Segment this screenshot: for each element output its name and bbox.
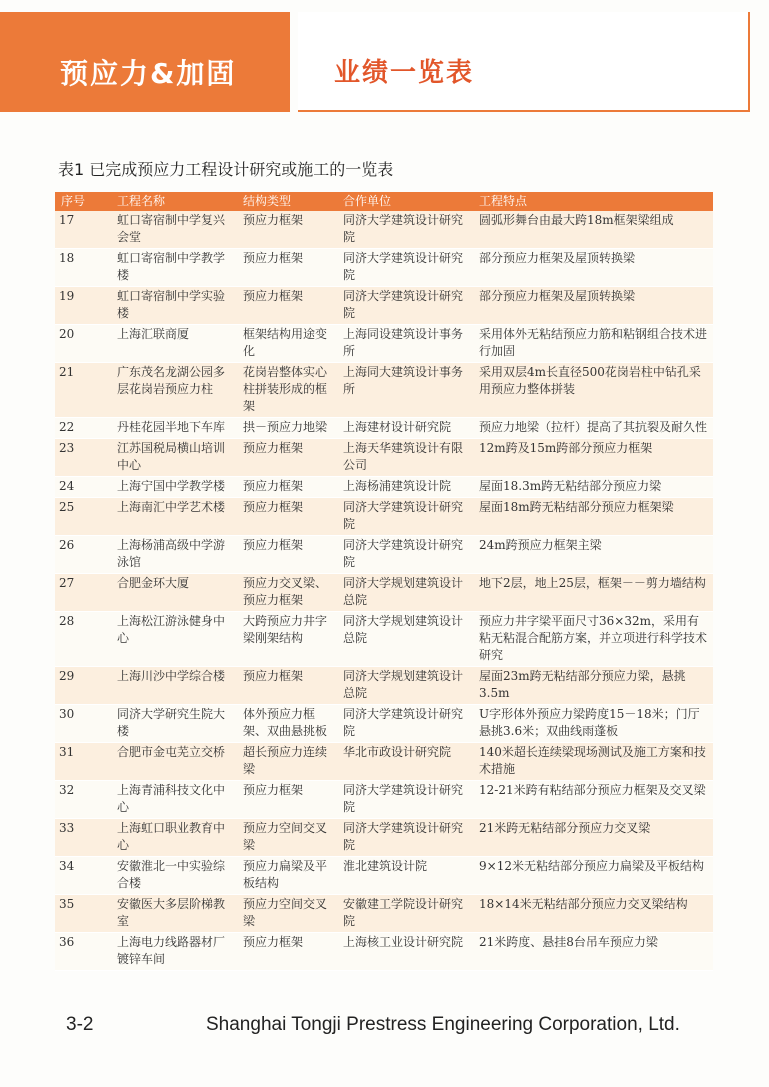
row-number-cell: 30 bbox=[59, 707, 75, 721]
structure-type-cell: 预应力框架 bbox=[243, 783, 304, 797]
project-features-cell: 预应力地梁（拉杆）提高了其抗裂及耐久性 bbox=[479, 420, 708, 434]
structure-type-cell: 预应力框架 bbox=[243, 479, 304, 493]
project-features-cell: U字形体外预应力梁跨度15－18米；门厅悬挑3.6米；双曲线雨蓬板 bbox=[479, 707, 700, 738]
page-number: 3-2 bbox=[66, 1014, 94, 1035]
row-number-cell: 33 bbox=[59, 821, 75, 835]
row-number-cell: 29 bbox=[59, 669, 75, 683]
structure-type-cell: 超长预应力连续梁 bbox=[243, 745, 328, 776]
row-number-cell: 31 bbox=[59, 745, 75, 759]
partner-unit-cell: 同济大学建筑设计研究院 bbox=[343, 251, 464, 282]
table-row bbox=[55, 287, 713, 325]
col-header-no: 序号 bbox=[55, 192, 113, 211]
project-features-cell: 采用双层4m长直径500花岗岩柱中钻孔采用预应力整体拼装 bbox=[479, 365, 701, 396]
table-row bbox=[55, 477, 713, 498]
table-row bbox=[55, 743, 713, 781]
row-number-cell: 18 bbox=[59, 251, 75, 265]
project-features-cell: 9×12米无粘结部分预应力扁梁及平板结构 bbox=[479, 859, 704, 873]
row-number-cell: 25 bbox=[59, 500, 75, 514]
row-number-cell: 34 bbox=[59, 859, 75, 873]
project-name-cell: 安徽医大多层阶梯教室 bbox=[117, 897, 226, 928]
table-row bbox=[55, 933, 713, 971]
achievements-table bbox=[55, 192, 713, 971]
table-row bbox=[55, 667, 713, 705]
project-features-cell: 21米跨无粘结部分预应力交叉梁 bbox=[479, 821, 651, 835]
structure-type-cell: 体外预应力框架、双曲悬挑板 bbox=[243, 707, 328, 738]
col-header-features: 工程特点 bbox=[475, 192, 713, 211]
partner-unit-cell: 同济大学建筑设计研究院 bbox=[343, 538, 464, 569]
row-number-cell: 21 bbox=[59, 365, 75, 379]
structure-type-cell: 预应力空间交叉梁 bbox=[243, 821, 328, 852]
row-number-cell: 27 bbox=[59, 576, 75, 590]
project-name-cell: 广东茂名龙湖公园多层花岗岩预应力柱 bbox=[117, 365, 226, 396]
row-number-cell: 28 bbox=[59, 614, 75, 628]
col-header-partner: 合作单位 bbox=[339, 192, 475, 211]
table-row bbox=[55, 498, 713, 536]
table-row bbox=[55, 857, 713, 895]
project-name-cell: 合肥金环大厦 bbox=[117, 576, 190, 590]
col-header-type: 结构类型 bbox=[239, 192, 339, 211]
partner-unit-cell: 上海核工业设计研究院 bbox=[343, 935, 464, 949]
project-name-cell: 合肥市金屯芜立交桥 bbox=[117, 745, 226, 759]
section-title: 预应力&加固 bbox=[60, 57, 237, 90]
structure-type-cell: 预应力框架 bbox=[243, 213, 304, 227]
row-number-cell: 20 bbox=[59, 327, 75, 341]
structure-type-cell: 预应力框架 bbox=[243, 538, 304, 552]
row-number-cell: 19 bbox=[59, 289, 75, 303]
project-name-cell: 上海青浦科技文化中心 bbox=[117, 783, 226, 814]
structure-type-cell: 预应力框架 bbox=[243, 500, 304, 514]
partner-unit-cell: 同济大学规划建筑设计总院 bbox=[343, 576, 464, 607]
table-row bbox=[55, 612, 713, 667]
project-name-cell: 虹口寄宿制中学教学楼 bbox=[117, 251, 226, 282]
row-number-cell: 32 bbox=[59, 783, 75, 797]
project-features-cell: 预应力井字梁平面尺寸36×32m，采用有粘无粘混合配筋方案，并立项进行科学技术研究 bbox=[479, 614, 708, 662]
structure-type-cell: 预应力框架 bbox=[243, 289, 304, 303]
structure-type-cell: 预应力空间交叉梁 bbox=[243, 897, 328, 928]
partner-unit-cell: 同济大学建筑设计研究院 bbox=[343, 707, 464, 738]
partner-unit-cell: 安徽建工学院设计研究院 bbox=[343, 897, 464, 928]
row-number-cell: 36 bbox=[59, 935, 75, 949]
project-features-cell: 部分预应力框架及屋顶转换梁 bbox=[479, 289, 636, 303]
partner-unit-cell: 上海同设建筑设计事务所 bbox=[343, 327, 464, 358]
table-header-row bbox=[55, 192, 713, 211]
partner-unit-cell: 同济大学建筑设计研究院 bbox=[343, 213, 464, 244]
project-features-cell: 12-21米跨有粘结部分预应力框架及交叉梁 bbox=[479, 783, 706, 797]
partner-unit-cell: 同济大学建筑设计研究院 bbox=[343, 289, 464, 320]
project-name-cell: 上海虹口职业教育中心 bbox=[117, 821, 226, 852]
table-row bbox=[55, 895, 713, 933]
project-features-cell: 21米跨度、悬挂8台吊车预应力梁 bbox=[479, 935, 658, 949]
section-banner bbox=[0, 12, 290, 112]
row-number-cell: 22 bbox=[59, 420, 75, 434]
project-name-cell: 安徽淮北一中实验综合楼 bbox=[117, 859, 226, 890]
project-name-cell: 上海电力线路器材厂镀锌车间 bbox=[117, 935, 226, 966]
structure-type-cell: 大跨预应力井字梁刚架结构 bbox=[243, 614, 328, 645]
row-number-cell: 35 bbox=[59, 897, 75, 911]
project-features-cell: 12m跨及15m跨部分预应力框架 bbox=[479, 441, 653, 455]
partner-unit-cell: 同济大学建筑设计研究院 bbox=[343, 500, 464, 531]
structure-type-cell: 拱－预应力地梁 bbox=[243, 420, 328, 434]
table-row bbox=[55, 211, 713, 249]
table-caption: 表1 已完成预应力工程设计研究或施工的一览表 bbox=[58, 160, 394, 179]
title-banner bbox=[298, 12, 750, 112]
partner-unit-cell: 上海建材设计研究院 bbox=[343, 420, 452, 434]
table-row bbox=[55, 574, 713, 612]
partner-unit-cell: 上海杨浦建筑设计院 bbox=[343, 479, 452, 493]
project-features-cell: 地下2层，地上25层，框架－－剪力墙结构 bbox=[479, 576, 706, 590]
table-body bbox=[55, 211, 713, 971]
row-number-cell: 24 bbox=[59, 479, 75, 493]
project-features-cell: 24m跨预应力框架主梁 bbox=[479, 538, 602, 552]
table-row bbox=[55, 418, 713, 439]
col-header-name: 工程名称 bbox=[113, 192, 239, 211]
table-row bbox=[55, 325, 713, 363]
project-name-cell: 虹口寄宿制中学复兴会堂 bbox=[117, 213, 226, 244]
partner-unit-cell: 上海天华建筑设计有限公司 bbox=[343, 441, 464, 472]
structure-type-cell: 预应力框架 bbox=[243, 669, 304, 683]
project-name-cell: 上海杨浦高级中学游泳馆 bbox=[117, 538, 226, 569]
structure-type-cell: 预应力交叉梁、预应力框架 bbox=[243, 576, 328, 607]
table-row bbox=[55, 439, 713, 477]
project-name-cell: 同济大学研究生院大楼 bbox=[117, 707, 226, 738]
partner-unit-cell: 上海同大建筑设计事务所 bbox=[343, 365, 464, 396]
row-number-cell: 23 bbox=[59, 441, 75, 455]
table-row bbox=[55, 819, 713, 857]
partner-unit-cell: 同济大学规划建筑设计总院 bbox=[343, 614, 464, 645]
project-name-cell: 上海南汇中学艺术楼 bbox=[117, 500, 226, 514]
structure-type-cell: 预应力扁梁及平板结构 bbox=[243, 859, 328, 890]
table-row bbox=[55, 536, 713, 574]
project-name-cell: 江苏国税局横山培训中心 bbox=[117, 441, 226, 472]
table-row bbox=[55, 705, 713, 743]
project-features-cell: 18×14米无粘结部分预应力交叉梁结构 bbox=[479, 897, 688, 911]
partner-unit-cell: 华北市政设计研究院 bbox=[343, 745, 452, 759]
row-number-cell: 26 bbox=[59, 538, 75, 552]
project-name-cell: 丹桂花园半地下车库 bbox=[117, 420, 226, 434]
row-number-cell: 17 bbox=[59, 213, 75, 227]
structure-type-cell: 预应力框架 bbox=[243, 251, 304, 265]
project-name-cell: 虹口寄宿制中学实验楼 bbox=[117, 289, 226, 320]
project-name-cell: 上海川沙中学综合楼 bbox=[117, 669, 226, 683]
project-features-cell: 屋面18.3m跨无粘结部分预应力梁 bbox=[479, 479, 662, 493]
project-features-cell: 圆弧形舞台由最大跨18m框架梁组成 bbox=[479, 213, 674, 227]
project-name-cell: 上海松江游泳健身中心 bbox=[117, 614, 226, 645]
table-row bbox=[55, 363, 713, 418]
partner-unit-cell: 同济大学建筑设计研究院 bbox=[343, 821, 464, 852]
project-features-cell: 140米超长连续梁现场测试及施工方案和技术措施 bbox=[479, 745, 706, 776]
project-name-cell: 上海宁国中学教学楼 bbox=[117, 479, 226, 493]
table-row bbox=[55, 781, 713, 819]
project-name-cell: 上海汇联商厦 bbox=[117, 327, 190, 341]
structure-type-cell: 预应力框架 bbox=[243, 441, 304, 455]
project-features-cell: 屋面23m跨无粘结部分预应力梁，悬挑3.5m bbox=[479, 669, 686, 700]
project-features-cell: 部分预应力框架及屋顶转换梁 bbox=[479, 251, 636, 265]
company-name: Shanghai Tongji Prestress Engineering Corporation, Ltd. bbox=[206, 1014, 680, 1035]
partner-unit-cell: 淮北建筑设计院 bbox=[343, 859, 428, 873]
project-features-cell: 屋面18m跨无粘结部分预应力框架梁 bbox=[479, 500, 674, 514]
project-features-cell: 采用体外无粘结预应力筋和粘钢组合技术进行加固 bbox=[479, 327, 708, 358]
partner-unit-cell: 同济大学建筑设计研究院 bbox=[343, 783, 464, 814]
structure-type-cell: 花岗岩整体实心柱拼装形成的框架 bbox=[243, 365, 328, 413]
structure-type-cell: 预应力框架 bbox=[243, 935, 304, 949]
page-title: 业绩一览表 bbox=[334, 58, 475, 88]
structure-type-cell: 框架结构用途变化 bbox=[243, 327, 328, 358]
table-row bbox=[55, 249, 713, 287]
partner-unit-cell: 同济大学规划建筑设计总院 bbox=[343, 669, 464, 700]
